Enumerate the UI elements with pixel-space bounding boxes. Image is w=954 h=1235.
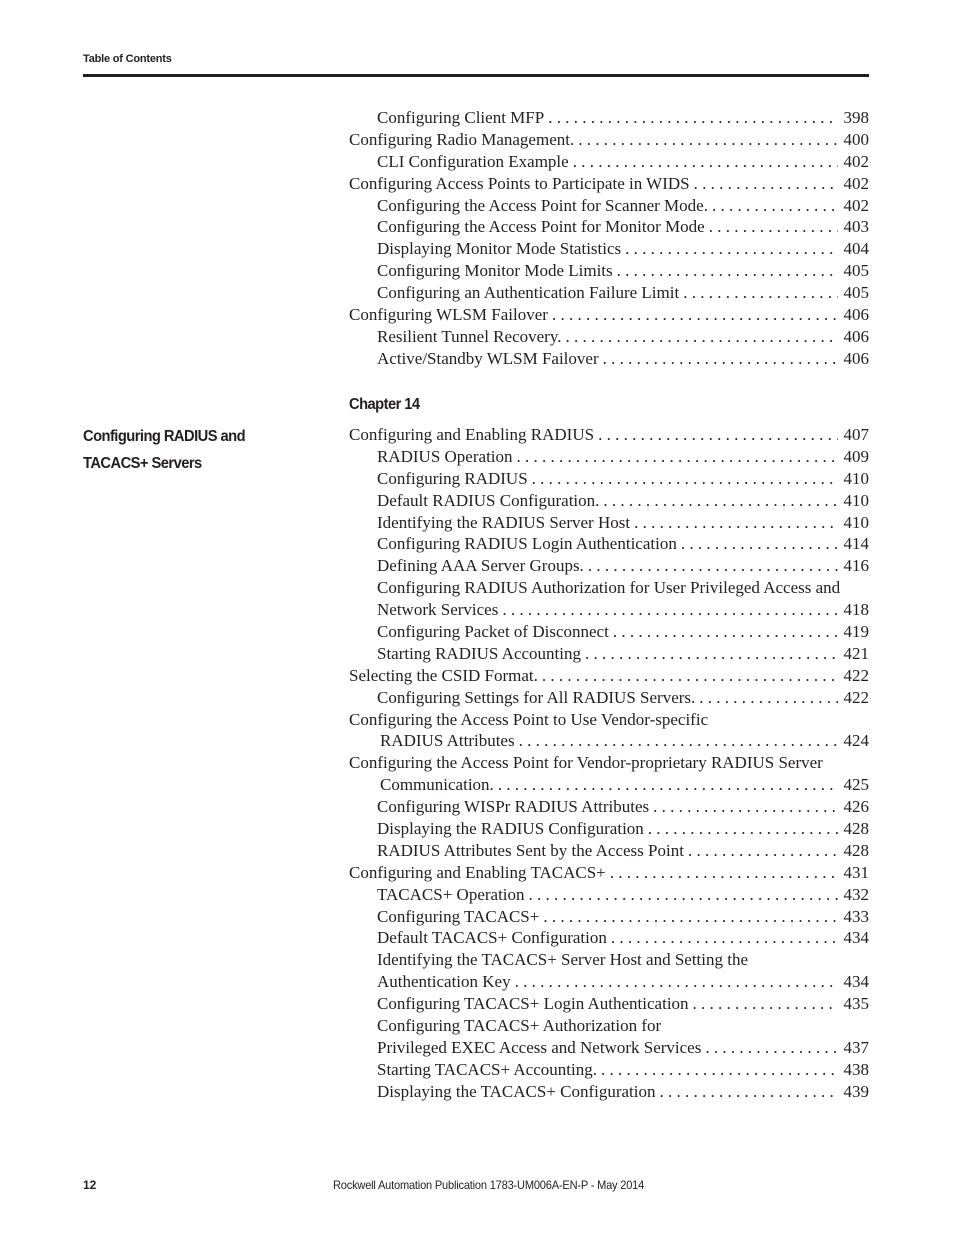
toc-entry-title: Configuring the Access Point for Vendor-proprietary RADIUS Server — [349, 753, 823, 773]
toc-dot-leader — [613, 621, 838, 643]
toc-entry-page: 419 — [843, 622, 869, 642]
toc-entry-page: 425 — [843, 775, 869, 795]
toc-entry[interactable] — [349, 238, 869, 260]
toc-dot-leader — [709, 216, 838, 238]
toc-dot-leader — [693, 993, 838, 1015]
toc-entry-title: Defining AAA Server Groups. — [377, 556, 584, 576]
toc-entry-page: 424 — [843, 731, 869, 751]
toc-entry[interactable] — [349, 304, 869, 326]
toc-entry-page: 416 — [843, 556, 869, 576]
toc-entry[interactable] — [349, 424, 869, 446]
toc-dot-leader — [585, 643, 838, 665]
toc-entry-page: 405 — [843, 261, 869, 281]
toc-entry[interactable] — [349, 326, 869, 348]
toc-list-continued — [349, 107, 869, 370]
running-header: Table of Contents — [83, 53, 172, 65]
toc-dot-leader — [548, 107, 837, 129]
toc-entry[interactable] — [349, 151, 869, 173]
toc-entry[interactable] — [349, 818, 869, 840]
toc-dot-leader — [681, 533, 838, 555]
toc-dot-leader — [498, 774, 838, 796]
toc-dot-leader — [688, 840, 838, 862]
toc-entry-title: Displaying the RADIUS Configuration — [377, 819, 644, 839]
toc-entry-title: Configuring Monitor Mode Limits — [377, 261, 613, 281]
toc-entry-title: Identifying the RADIUS Server Host — [377, 512, 631, 532]
toc-entry-page: 410 — [843, 512, 869, 532]
toc-dot-leader — [519, 730, 838, 752]
toc-dot-leader — [699, 687, 837, 709]
toc-dot-leader — [502, 599, 837, 621]
toc-entry[interactable] — [349, 709, 869, 731]
toc-entry-page: 437 — [843, 1037, 869, 1057]
toc-entry-page: 431 — [843, 862, 869, 882]
toc-entry-title: Configuring RADIUS Login Authentication — [377, 534, 677, 554]
toc-entry-page: 418 — [843, 600, 869, 620]
toc-entry-title: Configuring TACACS+ Login Authentication — [377, 994, 689, 1014]
publication-info: Rockwell Automation Publication 1783-UM006A-EN-P - May 2014 — [333, 1178, 645, 1192]
toc-dot-leader — [543, 906, 837, 928]
toc-entry-title: Configuring and Enabling TACACS+ — [349, 862, 606, 882]
toc-dot-leader — [601, 1059, 838, 1081]
toc-entry-title: Resilient Tunnel Recovery. — [377, 326, 562, 346]
toc-dot-leader — [532, 468, 838, 490]
toc-entry[interactable] — [349, 173, 869, 195]
toc-entry-page: 410 — [843, 490, 869, 510]
toc-entry[interactable] — [349, 884, 869, 906]
toc-entry-page: 438 — [843, 1059, 869, 1079]
toc-dot-leader — [573, 151, 838, 173]
toc-dot-leader — [617, 260, 838, 282]
toc-dot-leader — [517, 446, 838, 468]
toc-entry-page: 422 — [843, 665, 869, 685]
toc-entry-title: Network Services — [377, 600, 499, 620]
toc-entry-title: Configuring and Enabling RADIUS — [349, 425, 595, 444]
toc-entry-page: 439 — [843, 1081, 869, 1101]
toc-entry[interactable] — [349, 949, 869, 971]
toc-entry-title: Configuring WLSM Failover — [349, 305, 548, 325]
toc-entry-page: 432 — [843, 884, 869, 904]
toc-entry-title: Privileged EXEC Access and Network Services — [377, 1037, 702, 1057]
toc-entry-title: RADIUS Attributes — [380, 731, 515, 751]
toc-entry-title: Configuring Access Points to Participate in WIDS — [349, 173, 690, 193]
toc-dot-leader — [603, 490, 837, 512]
toc-dot-leader — [625, 238, 837, 260]
toc-entry-page: 406 — [843, 326, 869, 346]
toc-entry[interactable] — [349, 665, 869, 687]
toc-entry-title: Communication. — [380, 775, 494, 795]
toc-entry[interactable] — [349, 774, 869, 796]
toc-entry[interactable] — [349, 1037, 869, 1059]
toc-entry-page: 400 — [843, 129, 869, 149]
toc-entry-page: 406 — [843, 305, 869, 325]
toc-entry[interactable] — [349, 490, 869, 512]
toc-entry-page: 403 — [843, 217, 869, 237]
toc-entry[interactable] — [349, 927, 869, 949]
toc-entry-title: Configuring WISPr RADIUS Attributes — [377, 797, 650, 817]
toc-entry-title: Configuring Radio Management. — [349, 129, 575, 149]
toc-entry-page: 426 — [843, 797, 869, 817]
toc-entry-title: Default RADIUS Configuration. — [377, 490, 600, 510]
toc-entry-title: Configuring the Access Point to Use Vendor-specific — [349, 709, 709, 729]
toc-entry[interactable] — [349, 621, 869, 643]
toc-entry[interactable] — [349, 577, 869, 599]
toc-entry-page: 434 — [843, 928, 869, 948]
toc-entry[interactable] — [349, 643, 869, 665]
toc-entry[interactable] — [349, 906, 869, 928]
toc-entry-page: 409 — [843, 446, 869, 466]
toc-dot-leader — [552, 304, 838, 326]
toc-entry-title: Active/Standby WLSM Failover — [377, 348, 599, 368]
toc-entry-page: 428 — [843, 840, 869, 860]
toc-dot-leader — [598, 424, 837, 446]
toc-entry-page: 434 — [843, 972, 869, 992]
toc-entry-page: 421 — [843, 643, 869, 663]
toc-entry-title: Configuring an Authentication Failure Limit — [377, 283, 680, 303]
toc-entry-title: RADIUS Attributes Sent by the Access Point — [377, 840, 684, 860]
toc-entry-title: Configuring the Access Point for Scanner Mode. — [377, 195, 708, 215]
toc-entry-page: 433 — [843, 906, 869, 926]
toc-dot-leader — [542, 665, 838, 687]
toc-entry[interactable] — [349, 555, 869, 577]
toc-entry-page: 402 — [843, 173, 869, 193]
toc-entry-title: Configuring Client MFP — [377, 108, 545, 127]
toc-entry-page: 406 — [843, 348, 869, 368]
toc-entry[interactable] — [349, 599, 869, 621]
toc-entry-page: 404 — [843, 239, 869, 259]
toc-entry[interactable] — [349, 730, 869, 752]
toc-entry[interactable] — [349, 468, 869, 490]
chapter-heading: Chapter 14 — [349, 396, 420, 413]
toc-entry-page: 414 — [843, 534, 869, 554]
toc-entry-title: Displaying the TACACS+ Configuration — [377, 1081, 656, 1101]
toc-entry-title: Selecting the CSID Format. — [349, 665, 538, 685]
toc-dot-leader — [588, 555, 838, 577]
toc-entry-title: Starting TACACS+ Accounting. — [377, 1059, 597, 1079]
toc-entry[interactable] — [349, 446, 869, 468]
toc-entry[interactable] — [349, 512, 869, 534]
toc-entry-page: 407 — [843, 425, 869, 444]
toc-entry-title: Identifying the TACACS+ Server Host and Setting the — [377, 950, 749, 970]
toc-entry-page: 405 — [843, 283, 869, 303]
chapter-section-title: Configuring RADIUS and TACACS+ Servers — [83, 428, 246, 472]
toc-dot-leader — [648, 818, 838, 840]
toc-entry[interactable] — [349, 796, 869, 818]
toc-entry-page: 422 — [843, 687, 869, 707]
toc-dot-leader — [611, 927, 838, 949]
toc-entry-page: 402 — [843, 151, 869, 171]
header-rule — [83, 74, 869, 77]
toc-entry-title: TACACS+ Operation — [377, 884, 525, 904]
toc-dot-leader — [578, 129, 837, 151]
toc-entry-title: Configuring the Access Point for Monitor Mode — [377, 217, 705, 237]
toc-entry[interactable] — [349, 993, 869, 1015]
toc-entry-title: Configuring Packet of Disconnect — [377, 622, 609, 642]
toc-entry-title: Configuring RADIUS — [377, 468, 528, 488]
toc-entry[interactable] — [349, 129, 869, 151]
toc-entry-title: Configuring RADIUS Authorization for User Privileged Access and — [377, 578, 841, 598]
toc-entry-title: Displaying Monitor Mode Statistics — [377, 239, 622, 259]
toc-dot-leader — [610, 862, 838, 884]
toc-dot-leader — [694, 173, 838, 195]
toc-dot-leader — [653, 796, 837, 818]
toc-dot-leader — [515, 971, 838, 993]
toc-entry-page: 428 — [843, 819, 869, 839]
toc-entry-title: Default TACACS+ Configuration — [377, 928, 607, 948]
toc-entry-title: Configuring TACACS+ Authorization for — [377, 1016, 662, 1036]
toc-entry[interactable] — [349, 1059, 869, 1081]
toc-entry[interactable] — [349, 1081, 869, 1103]
toc-entry[interactable] — [349, 260, 869, 282]
toc-entry[interactable] — [349, 533, 869, 555]
toc-entry-page: 435 — [843, 994, 869, 1014]
toc-dot-leader — [603, 348, 838, 370]
toc-entry[interactable] — [349, 195, 869, 217]
toc-dot-leader — [705, 1037, 837, 1059]
toc-list-chapter-14 — [349, 424, 869, 1103]
toc-dot-leader — [683, 282, 837, 304]
toc-entry[interactable] — [349, 840, 869, 862]
toc-entry-page: 402 — [843, 195, 869, 215]
toc-entry-title: Starting RADIUS Accounting — [377, 643, 581, 663]
page-number: 12 — [83, 1178, 97, 1192]
toc-entry-page: 398 — [843, 108, 869, 127]
toc-entry[interactable] — [349, 216, 869, 238]
toc-entry[interactable] — [349, 971, 869, 993]
toc-entry-title: Authentication Key — [377, 972, 511, 992]
toc-entry-page: 410 — [843, 468, 869, 488]
toc-entry-title: CLI Configuration Example — [377, 151, 569, 171]
toc-entry[interactable] — [349, 752, 869, 774]
toc-dot-leader — [712, 195, 838, 217]
toc-entry[interactable] — [349, 107, 869, 129]
toc-dot-leader — [529, 884, 838, 906]
toc-entry-title: Configuring Settings for All RADIUS Servers. — [377, 687, 696, 707]
toc-entry-title: Configuring TACACS+ — [377, 906, 540, 926]
toc-dot-leader — [634, 512, 837, 534]
toc-entry-title: RADIUS Operation — [377, 446, 513, 466]
toc-dot-leader — [565, 326, 837, 348]
toc-dot-leader — [660, 1081, 838, 1103]
toc-entry[interactable] — [349, 862, 869, 884]
toc-entry[interactable] — [349, 687, 869, 709]
toc-entry[interactable] — [349, 1015, 869, 1037]
toc-entry[interactable] — [349, 348, 869, 370]
toc-entry[interactable] — [349, 282, 869, 304]
